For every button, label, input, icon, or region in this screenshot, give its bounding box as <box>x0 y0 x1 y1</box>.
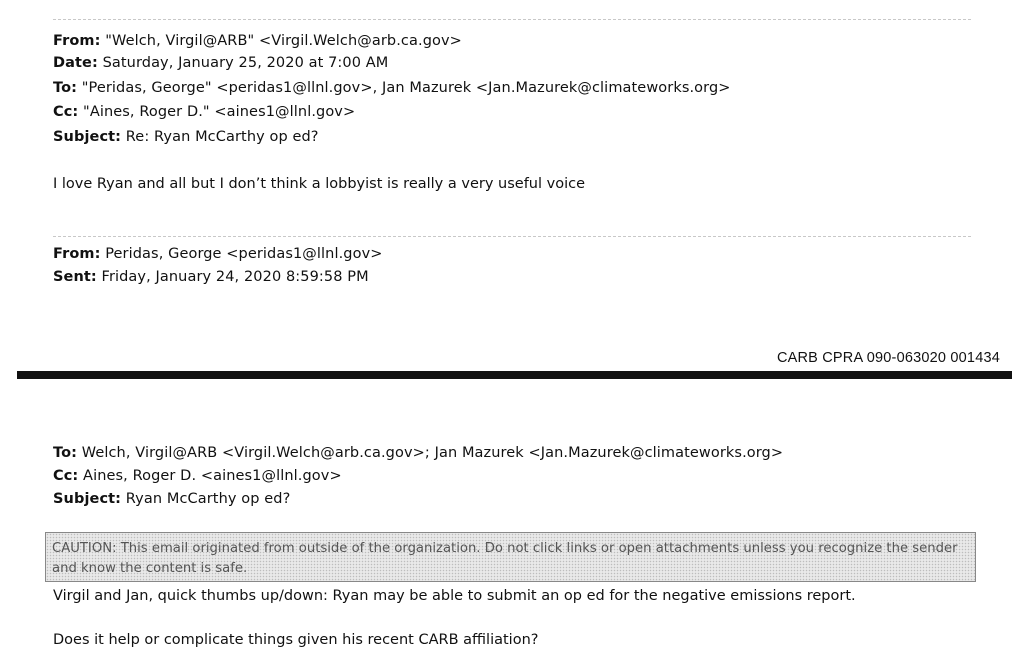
email1-from <box>53 30 462 52</box>
email2-cc <box>53 465 342 487</box>
cc-label: Cc: <box>53 468 79 484</box>
subject-label: Subject: <box>53 491 122 507</box>
email1-to <box>53 77 731 99</box>
from-value: "Welch, Virgil@ARB" <Virgil.Welch@arb.ca.gov> <box>100 33 462 49</box>
subject-value: Ryan McCarthy op ed? <box>121 491 291 507</box>
date-value: Saturday, January 25, 2020 at 7:00 AM <box>97 55 389 71</box>
to-label: To: <box>53 445 78 461</box>
from-label: From: <box>53 246 101 262</box>
sent-label: Sent: <box>53 269 97 285</box>
caution-banner: CAUTION: This email originated from outside of the organization. Do not click links or open attachments unless you recognize the sender and know the content is safe. <box>45 532 976 582</box>
email2-body-line1: Virgil and Jan, quick thumbs up/down: Ryan may be able to submit an op ed for the negative emissions report. <box>53 588 856 604</box>
email2-subject <box>53 488 290 510</box>
subject-value: Re: Ryan McCarthy op ed? <box>121 129 319 145</box>
page-break-bar <box>17 371 1012 379</box>
cc-value: "Aines, Roger D." <aines1@llnl.gov> <box>78 104 356 120</box>
email1-subject <box>53 126 319 148</box>
subject-label: Subject: <box>53 129 122 145</box>
email1-date <box>53 52 388 74</box>
email1-body: I love Ryan and all but I don’t think a lobbyist is really a very useful voice <box>53 176 585 192</box>
from-value: Peridas, George <peridas1@llnl.gov> <box>100 246 383 262</box>
cc-label: Cc: <box>53 104 79 120</box>
to-label: To: <box>53 80 78 96</box>
separator-top <box>53 19 971 20</box>
from-label: From: <box>53 33 101 49</box>
to-value: Welch, Virgil@ARB <Virgil.Welch@arb.ca.gov>; Jan Mazurek <Jan.Mazurek@climateworks.org> <box>77 445 784 461</box>
sent-value: Friday, January 24, 2020 8:59:58 PM <box>96 269 369 285</box>
bates-number: CARB CPRA 090-063020 001434 <box>776 350 1000 366</box>
date-label: Date: <box>53 55 98 71</box>
cc-value: Aines, Roger D. <aines1@llnl.gov> <box>78 468 342 484</box>
separator-mid <box>53 236 971 237</box>
email2-to <box>53 442 783 464</box>
email2-from <box>53 243 383 265</box>
email2-body-line2: Does it help or complicate things given his recent CARB affiliation? <box>53 632 539 648</box>
email1-cc <box>53 101 355 123</box>
to-value: "Peridas, George" <peridas1@llnl.gov>, Jan Mazurek <Jan.Mazurek@climateworks.org> <box>77 80 731 96</box>
email2-sent <box>53 266 369 288</box>
